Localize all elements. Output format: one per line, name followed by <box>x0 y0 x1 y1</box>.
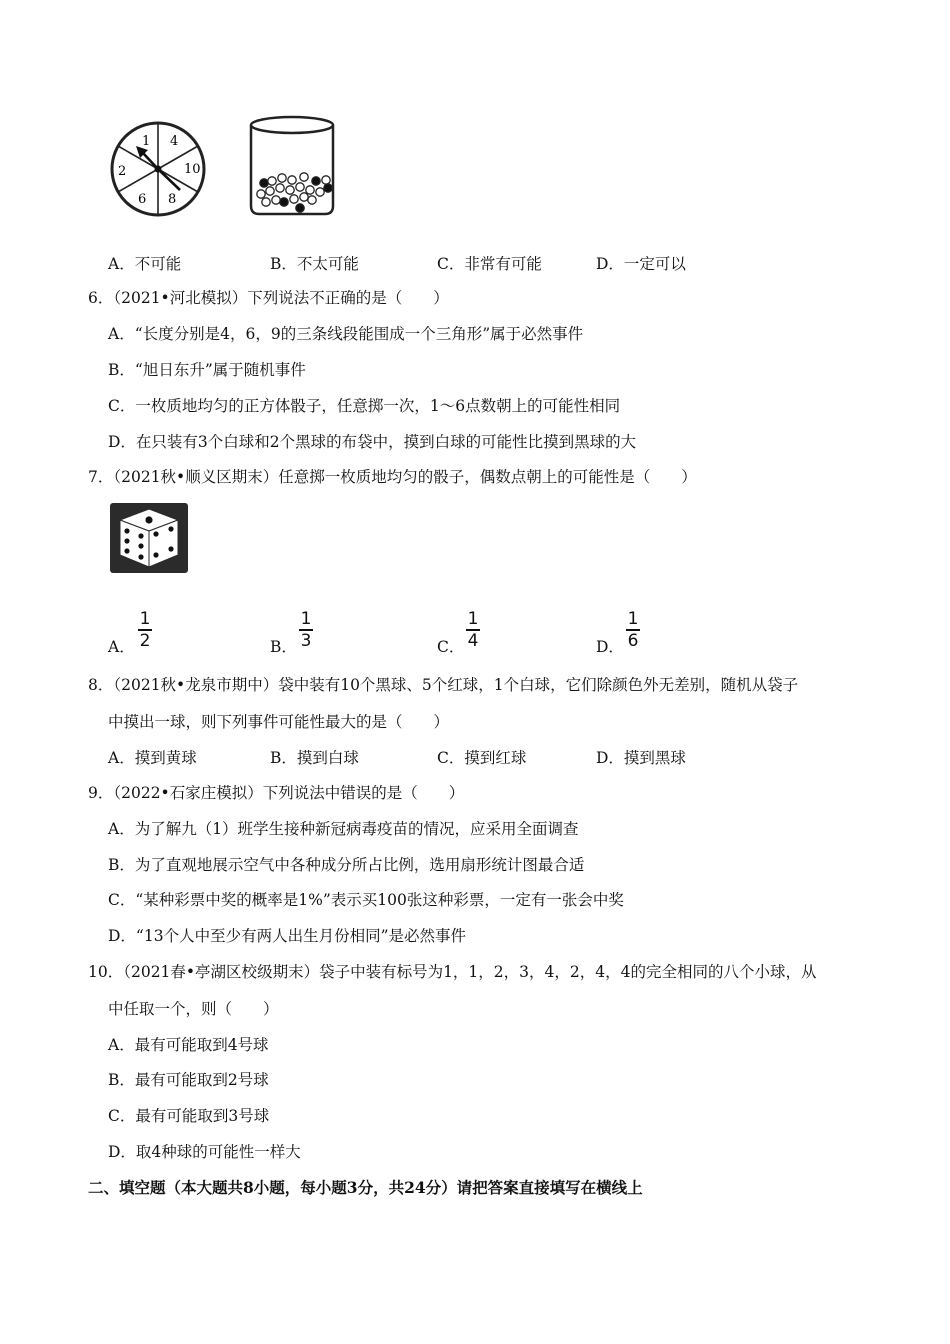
option-d: D．在只装有3个白球和2个黑球的布袋中，摸到白球的可能性比摸到黑球的大 <box>108 433 637 451</box>
option-b: B．不太可能 <box>270 255 359 273</box>
spinner-number: 2 <box>118 164 127 179</box>
question-6-stem: 6．（2021•河北模拟）下列说法不正确的是（ ） <box>88 289 449 307</box>
question-8-stem: 8．（2021秋•龙泉市期中）袋中装有10个黑球、5个红球，1个白球，它们除颜色外无差别，随机从袋子 <box>88 676 799 694</box>
question-10-stem: 10．（2021春•亭湖区校级期末）袋子中装有标号为1，1，2，3，4，2，4，4的完全相同的八个小球，从 <box>88 963 817 981</box>
option-b-fraction: 1 3 <box>300 609 312 651</box>
option-a-label: A． <box>108 638 135 656</box>
option-c: C．“某种彩票中奖的概率是1%”表示买100张这种彩票，一定有一张会中奖 <box>108 891 624 909</box>
dice-figure <box>110 503 188 573</box>
option-b-label: B． <box>270 638 297 656</box>
option-d-fraction: 1 6 <box>627 609 639 651</box>
option-c-fraction: 1 4 <box>467 609 479 651</box>
option-a: A．摸到黄球 <box>108 749 197 767</box>
ball-jar-figure <box>246 114 338 218</box>
question-7-stem: 7．（2021秋•顺义区期末）任意掷一枚质地均匀的骰子，偶数点朝上的可能性是（ ） <box>88 468 697 486</box>
option-c: C．最有可能取到3号球 <box>108 1107 270 1125</box>
option-c: C．非常有可能 <box>437 255 542 273</box>
option-b: B．摸到白球 <box>270 749 359 767</box>
option-a: A．最有可能取到4号球 <box>108 1036 269 1054</box>
option-d: D．一定可以 <box>596 255 686 273</box>
option-d: D．取4种球的可能性一样大 <box>108 1143 301 1161</box>
spinner-number: 6 <box>138 192 147 207</box>
option-c: C．一枚质地均匀的正方体骰子，任意掷一次，1～6点数朝上的可能性相同 <box>108 397 621 415</box>
spinner-number: 4 <box>170 134 179 149</box>
question-8-stem-cont: 中摸出一球，则下列事件可能性最大的是（ ） <box>108 713 450 731</box>
question-10-stem-cont: 中任取一个，则（ ） <box>108 1000 279 1018</box>
option-d-label: D． <box>596 638 624 656</box>
option-c-label: C． <box>437 638 465 656</box>
option-a: A．不可能 <box>108 255 182 273</box>
option-c: C．摸到红球 <box>437 749 527 767</box>
spinner-number: 10 <box>184 162 201 177</box>
option-b: B．“旭日东升”属于随机事件 <box>108 361 306 379</box>
option-b: B．最有可能取到2号球 <box>108 1071 269 1089</box>
spinner-number: 1 <box>142 134 151 149</box>
question-9-stem: 9．（2022•石家庄模拟）下列说法中错误的是（ ） <box>88 784 465 802</box>
spinner-number: 8 <box>168 192 177 207</box>
section-heading: 二、填空题（本大题共8小题，每小题3分，共24分）请把答案直接填写在横线上 <box>88 1178 643 1197</box>
spinner-figure <box>104 110 212 218</box>
option-d: D．摸到黑球 <box>596 749 686 767</box>
option-b: B．为了直观地展示空气中各种成分所占比例，选用扇形统计图最合适 <box>108 856 585 874</box>
option-d: D．“13个人中至少有两人出生月份相同”是必然事件 <box>108 927 467 945</box>
option-a: A．“长度分别是4，6，9的三条线段能围成一个三角形”属于必然事件 <box>108 325 584 343</box>
option-a: A．为了解九（1）班学生接种新冠病毒疫苗的情况，应采用全面调查 <box>108 820 579 838</box>
option-a-fraction: 1 2 <box>139 609 151 651</box>
